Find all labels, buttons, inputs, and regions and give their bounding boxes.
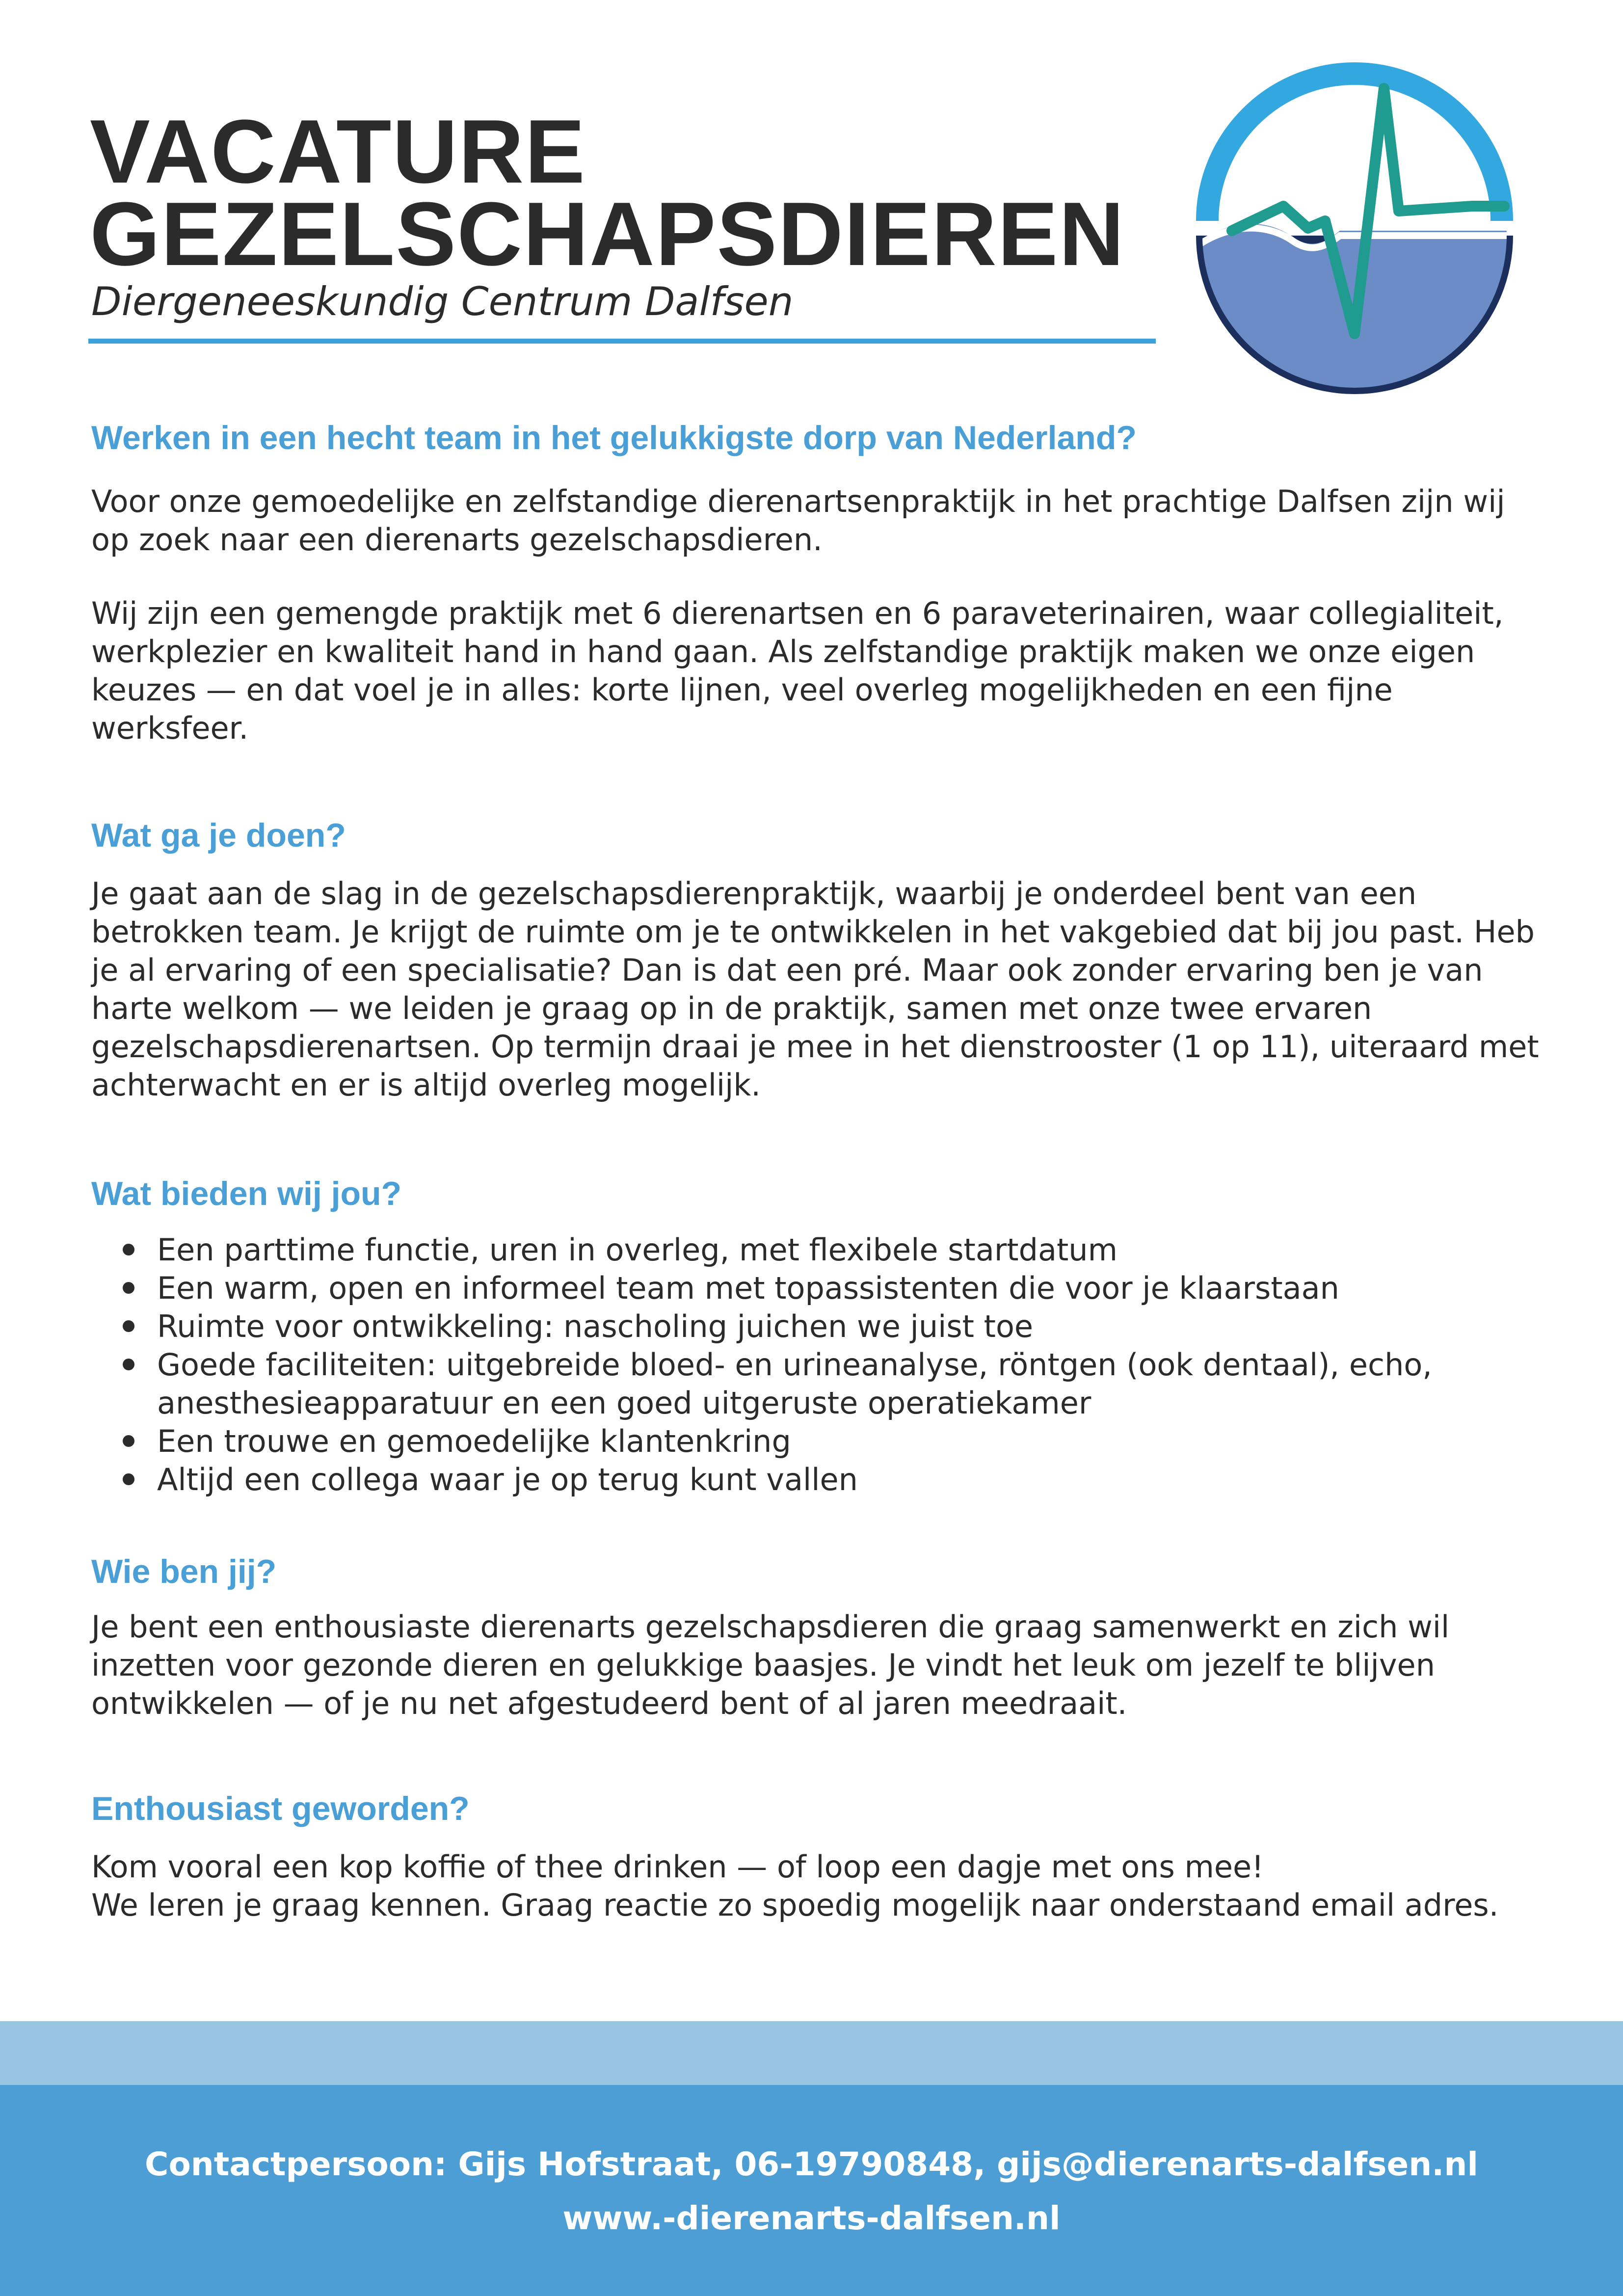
list-item <box>91 1346 1544 1422</box>
list-item-text: Een trouwe en gemoedelijke klantenkring <box>157 1423 791 1459</box>
bullet-icon <box>123 1473 134 1485</box>
section-heading-team: Werken in een hecht team in het gelukkigste dorp van Nederland? <box>91 419 1137 456</box>
tasks-paragraph: Je gaat aan de slag in de gezelschapsdierenpraktijk, waarbij je onderdeel bent van een betrokken team. Je krijgt de ruimte om je te ontwikkelen in het vakgebied dat bij jou past. Heb je al ervaring of een specialisatie? Dan is dat een pré. Maar ook zonder ervaring ben je van harte welkom — we leiden je graag op in de praktijk, samen met onze twee ervaren gezelschapsdierenartsen. Op termijn draai je mee in het dienstrooster (1 op 11), uiteraard met achterwacht en er is altijd overleg mogelijk. <box>91 876 1539 1103</box>
list-item <box>91 1231 1544 1269</box>
subtitle: Diergeneeskundig Centrum Dalfsen <box>91 279 794 324</box>
intro-paragraph-1: Voor onze gemoedelijke en zelfstandige dierenartsenpraktijk in het prachtige Dalfsen zijn wij op zoek naar een dierenarts gezelschapsdieren. <box>91 483 1505 558</box>
title-line-1: VACATURE <box>90 101 586 202</box>
heartbeat-circle-logo-icon <box>1178 59 1531 412</box>
list-item-text: Een warm, open en informeel team met topassistenten die voor je klaarstaan <box>157 1270 1339 1306</box>
footer-band-light <box>0 2021 1623 2085</box>
contact-info: Contactpersoon: Gijs Hofstraat, 06-19790848, gijs@dierenarts-dalfsen.nl <box>145 2145 1478 2183</box>
list-item <box>91 1308 1544 1346</box>
bullet-icon <box>123 1435 134 1447</box>
section-heading-profile: Wie ben jij? <box>91 1553 277 1590</box>
apply-paragraph-2: We leren je graag kennen. Graag reactie zo spoedig mogelijk naar onderstaand email adres. <box>91 1887 1499 1923</box>
section-heading-tasks: Wat ga je doen? <box>91 817 346 854</box>
list-item-text: Een parttime functie, uren in overleg, met flexibele startdatum <box>157 1232 1117 1268</box>
profile-paragraph: Je bent een enthousiaste dierenarts gezelschapsdieren die graag samenwerkt en zich wil inzetten voor gezonde dieren en gelukkige baasjes. Je vindt het leuk om jezelf te blijven ontwikkelen — of je nu net afgestudeerd bent of al jaren meedraait. <box>91 1609 1450 1721</box>
list-item-text: Ruimte voor ontwikkeling: nascholing juichen we juist toe <box>157 1308 1034 1344</box>
bullet-icon <box>123 1320 134 1332</box>
title-line-2: GEZELSCHAPSDIEREN <box>90 183 1125 284</box>
bullet-icon <box>123 1282 134 1294</box>
section-heading-apply: Enthousiast geworden? <box>91 1790 470 1827</box>
list-item <box>91 1461 1544 1499</box>
footer-band <box>0 2085 1623 2296</box>
section-heading-offer: Wat bieden wij jou? <box>91 1175 402 1212</box>
list-item-text: Altijd een collega waar je op terug kunt vallen <box>157 1462 858 1497</box>
website-link[interactable]: www.-dierenarts-dalfsen.nl <box>562 2199 1061 2237</box>
bullet-icon <box>123 1359 134 1370</box>
list-item <box>91 1422 1544 1461</box>
list-item <box>91 1269 1544 1308</box>
intro-paragraph-2: Wij zijn een gemengde praktijk met 6 dierenartsen en 6 paraveterinairen, waar collegialiteit, werkplezier en kwaliteit hand in hand gaan. Als zelfstandige praktijk maken we onze eigen keuzes — en dat voel je in alles: korte lijnen, veel overleg mogelijkheden en een fijne werksfeer. <box>91 595 1504 746</box>
bullet-icon <box>123 1244 134 1255</box>
list-item-text: Goede faciliteiten: uitgebreide bloed- en urineanalyse, röntgen (ook dentaal), echo, anesthesieapparatuur en een goed uitgeruste operatiekamer <box>157 1347 1433 1421</box>
header-divider <box>88 339 1156 344</box>
apply-paragraph-1: Kom vooral een kop koffie of thee drinken — of loop een dagje met ons mee! <box>91 1849 1264 1885</box>
offer-list <box>91 1231 1544 1499</box>
